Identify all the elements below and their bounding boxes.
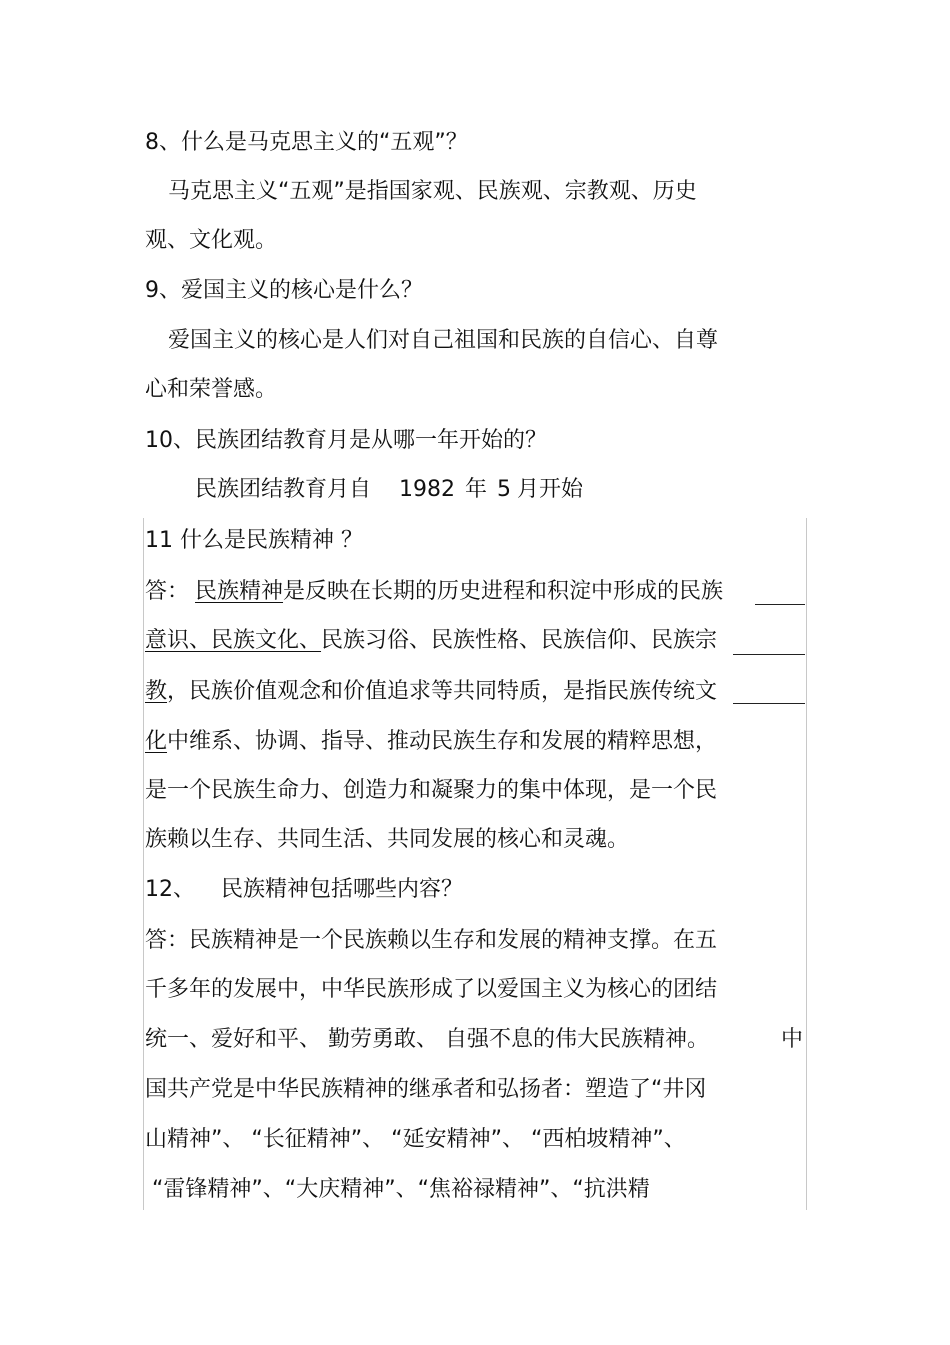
q10-month-unit: 月开始 [517,477,584,502]
q12-answer-line2: 千多年的发展中，中华民族形成了以爱国主义为核心的团结 [145,977,718,1002]
q11-answer-line1 [145,577,723,607]
q11-line1-text: 是反映在长期的历史进程和积淀中形成的民族 [283,579,724,604]
q11-line4-text: 中维系、协调、指导、推动民族生存和发展的精粹思想， [167,729,718,754]
q11-question: 11 什么是民族精神 ？ [145,528,363,553]
underlined-term: 族文化、 [233,628,322,653]
underlined-term: 意识、民 [145,628,234,653]
q12-answer-line1: 答：民族精神是一个民族赖以生存和发展的精神支撑。在五 [145,928,718,953]
q10-month: 5 [497,477,512,502]
table-border-left [143,518,144,1210]
q8-question: 8、什么是马克思主义的“五观”？ [145,130,468,155]
q12-answer-line6: “雷锋精神”、“大庆精神”、“焦裕禄精神”、“抗洪精 [152,1177,650,1202]
q9-answer-line2: 心和荣誉感。 [145,377,278,402]
q12-answer-line4: 国共产党是中华民族精神的继承者和弘扬者：塑造了“井冈 [145,1077,707,1102]
q11-line3-text: ，民族价值观念和价值追求等共同特质，是指民族传统文 [167,679,718,704]
table-border-right [806,518,807,1210]
q11-answer-line4 [145,727,717,757]
q9-question: 9、爱国主义的核心是什么？ [145,278,423,303]
underlined-term: 民族精神 [195,579,284,604]
q12-number: 12、 [145,877,195,902]
q10-year-unit: 年 [465,477,488,502]
q10-question: 10、民族团结教育月是从哪一年开始的？ [145,428,547,453]
q12-question-text: 民族精神包括哪些内容？ [221,877,464,902]
fill-blank-line [733,654,805,655]
fill-blank-line [733,703,805,704]
q8-answer-line1: 马克思主义“五观”是指国家观、民族观、宗教观、历史 [168,179,697,204]
q10-year: 1982 [399,477,456,502]
q12-question [145,875,463,905]
q12-answer-line3-tail: 中 [781,1027,804,1052]
fill-blank-line [755,604,805,605]
q10-answer-text: 民族团结教育月自 [195,477,372,502]
q11-answer-line6: 族赖以生存、共同生活、共同发展的核心和灵魂。 [145,827,630,852]
q12-answer-line3: 统一、爱好和平、 勤劳勇敢、 自强不息的伟大民族精神。 [145,1027,709,1052]
q10-answer [195,475,583,505]
underlined-term: 教 [145,679,168,704]
q11-answer-line2 [145,626,717,656]
underlined-term: 化 [145,729,168,754]
answer-prefix: 答： [145,579,190,604]
q9-answer-line1: 爱国主义的核心是人们对自己祖国和民族的自信心、自尊 [168,328,719,353]
q12-answer-line5: 山精神”、 “长征精神”、 “延安精神”、 “西柏坡精神”、 [145,1127,686,1152]
q11-line2-text: 民族习俗、民族性格、民族信仰、民族宗 [321,628,718,653]
q11-answer-line3 [145,677,717,707]
q11-answer-line5: 是一个民族生命力、创造力和凝聚力的集中体现，是一个民 [145,778,718,803]
q8-answer-line2: 观、文化观。 [145,228,278,253]
